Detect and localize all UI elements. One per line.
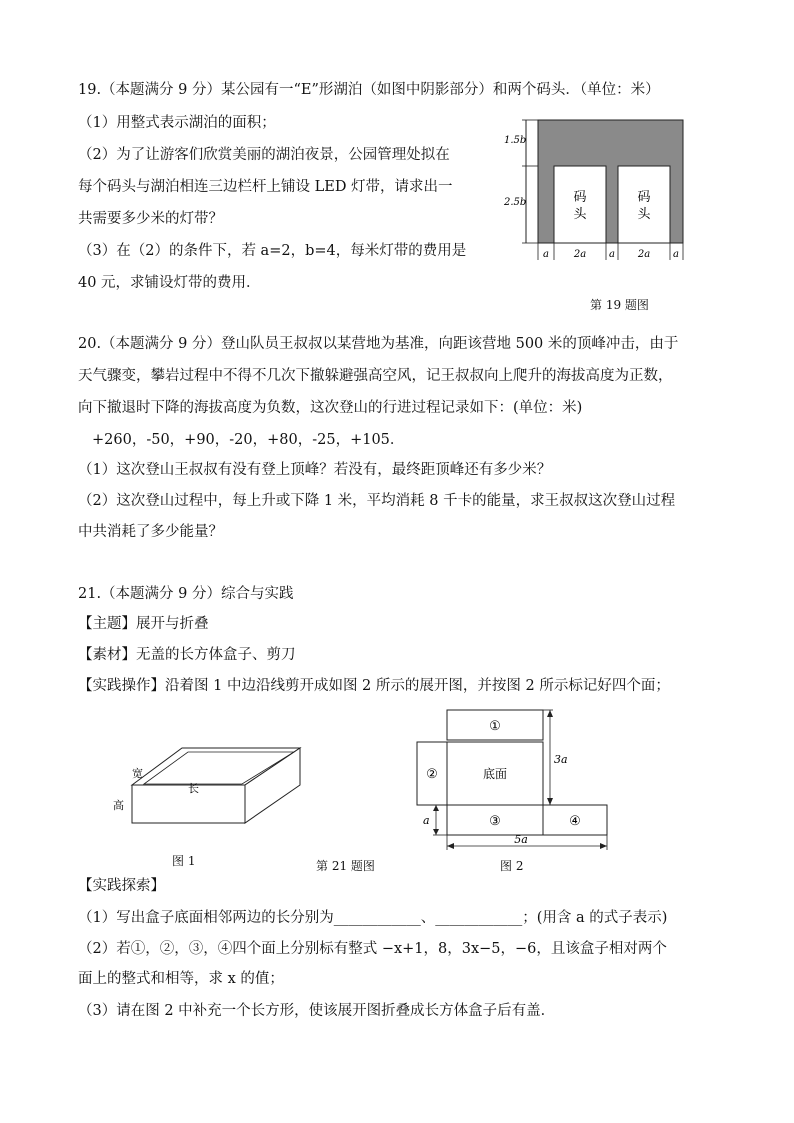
net-face-3-label: ③ <box>489 814 501 829</box>
dim-bottom-4: 2a <box>637 249 651 260</box>
q19-figure-caption: 第 19 题图 <box>590 298 649 312</box>
q19-part2-line2: 每个码头与湖泊相连三边栏杆上铺设 LED 灯带，请求出一 <box>78 179 453 195</box>
q20-line1: 20.（本题满分 9 分）登山队员王叔叔以某营地为基准，向距该营地 500 米的顶峰冲击，由于 <box>78 336 679 352</box>
q21-figure2-caption: 图 2 <box>500 859 524 873</box>
dock-1-label-a: 码 <box>573 190 587 205</box>
q21-part3: （3）请在图 2 中补充一个长方形，使该展开图折叠成长方体盒子后有盖． <box>78 1003 556 1019</box>
net-face-1-label: ① <box>489 719 501 734</box>
q21-part1: （1）写出盒子底面相邻两边的长分别为____________、____________；(用含 a 的式子表示) <box>78 910 668 926</box>
dim-bottom-5: a <box>673 249 679 260</box>
dock-1-label-b: 头 <box>573 207 587 222</box>
q20-line2: 天气骤变，攀岩过程中不得不几次下撤躲避强高空风，记王叔叔向上爬升的海拔高度为正数， <box>78 368 673 384</box>
q19-part3-line2: 40 元，求铺设灯带的费用． <box>78 275 261 291</box>
net-face-2-label: ② <box>426 767 438 782</box>
q21-explore: 【实践探索】 <box>78 878 165 894</box>
dim-side-label: 2.5b <box>504 197 527 208</box>
q21-figure2 <box>405 705 620 855</box>
dock-2-label-a: 码 <box>637 190 651 205</box>
net-dim-right: 3a <box>554 753 568 766</box>
net-bottom-label: 底面 <box>482 767 508 781</box>
q19-figure <box>498 110 698 270</box>
q21-material: 【素材】无盖的长方体盒子、剪刀 <box>78 647 296 663</box>
dim-bottom-2: 2a <box>573 249 587 260</box>
q20-part1: （1）这次登山王叔叔有没有登上顶峰？若没有，最终距顶峰还有多少米？ <box>78 462 552 478</box>
net-dim-bottom: 5a <box>514 833 528 846</box>
q21-part2-line1: （2）若①，②，③，④四个面上分别标有整式 −x+1，8，3x−5，−6，且该盒子相对两个 <box>78 941 667 957</box>
q19-part2-line3: 共需要多少米的灯带？ <box>78 211 223 227</box>
dim-bottom-1: a <box>543 249 549 260</box>
q21-header: 21.（本题满分 9 分）综合与实践 <box>78 586 294 602</box>
dock-2-label-b: 头 <box>637 207 651 222</box>
dim-top-label: 1.5b <box>504 135 527 146</box>
q19-header: 19.（本题满分 9 分）某公园有一“E”形湖泊（如图中阴影部分）和两个码头．（单位：米） <box>78 82 660 98</box>
q21-theme: 【主题】展开与折叠 <box>78 616 209 632</box>
fig1-length-label: 长 <box>188 782 199 795</box>
q21-part2-line2: 面上的整式和相等，求 x 的值； <box>78 971 284 987</box>
q20-part2-line2: 中共消耗了多少能量？ <box>78 524 223 540</box>
q19-part1: （1）用整式表示湖泊的面积； <box>78 115 276 131</box>
fig1-width-label: 宽 <box>132 767 143 780</box>
q21-operation: 【实践操作】沿着图 1 中边沿线剪开成如图 2 所示的展开图，并按图 2 所示标记好四个面； <box>78 678 670 694</box>
q21-figure1 <box>110 740 320 840</box>
net-face-4-label: ④ <box>569 814 581 829</box>
q21-figure-caption: 第 21 题图 <box>316 859 375 873</box>
q19-part2-line1: （2）为了让游客们欣赏美丽的湖泊夜景，公园管理处拟在 <box>78 147 450 163</box>
q19-part3-line1: （3）在（2）的条件下，若 a=2，b=4，每米灯带的费用是 <box>78 243 467 259</box>
q20-part2-line1: （2）这次登山过程中，每上升或下降 1 米，平均消耗 8 千卡的能量，求王叔叔这次登山过程 <box>78 493 676 509</box>
fig1-height-label: 高 <box>113 799 124 812</box>
q21-figure1-caption: 图 1 <box>172 854 196 868</box>
dim-bottom-3: a <box>609 249 615 260</box>
q20-line3: 向下撤退时下降的海拔高度为负数，这次登山的行进过程记录如下：(单位：米) <box>78 400 583 416</box>
net-dim-left: a <box>423 814 430 827</box>
q20-record: +260，-50，+90，-20，+80，-25，+105． <box>92 432 405 448</box>
